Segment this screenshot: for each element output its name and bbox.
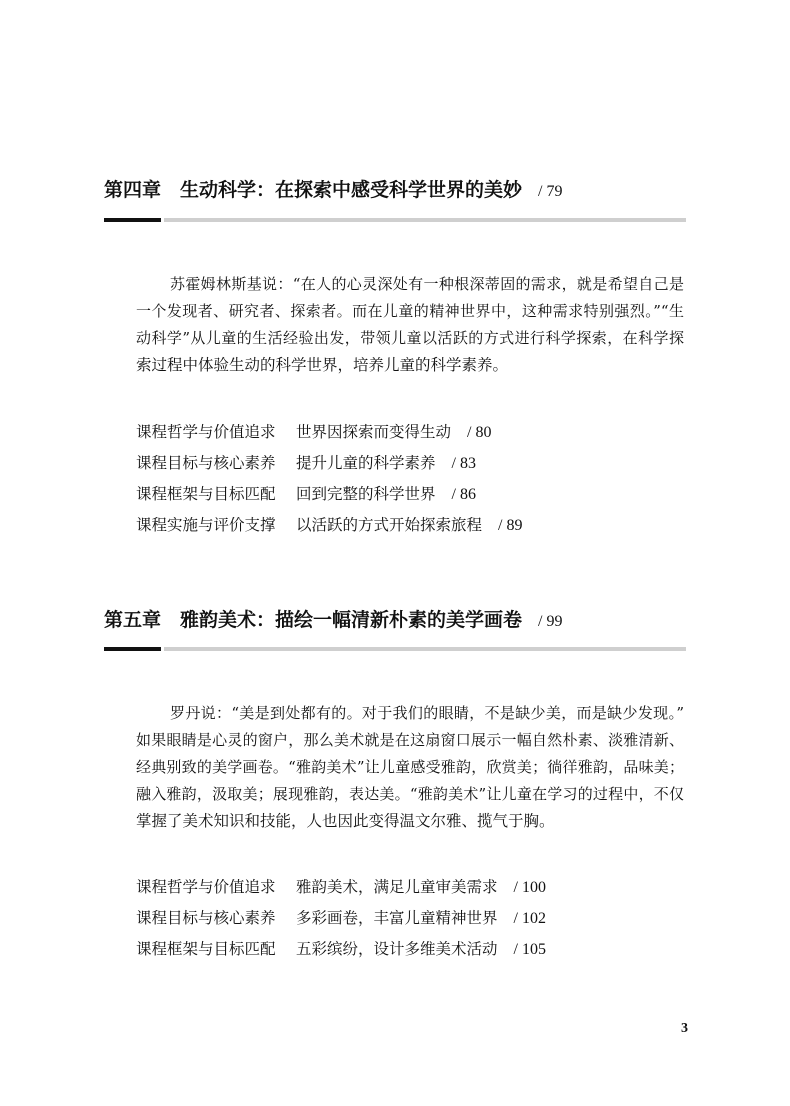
toc-entry[interactable] <box>136 510 596 541</box>
section-title: 雅韵美术，满足儿童审美需求 <box>296 878 498 896</box>
heading-rule <box>164 218 686 222</box>
section-list <box>136 417 596 541</box>
chapter-intro <box>136 271 684 379</box>
intro-line: 经典别致的美学画卷。“雅韵美术”让儿童感受雅韵，欣赏美；徜徉雅韵，品味美； <box>136 758 684 776</box>
toc-entry[interactable] <box>136 872 596 903</box>
heading-rule-accent <box>104 218 161 222</box>
section-label: 课程哲学与价值追求 <box>136 878 276 896</box>
section-label: 课程目标与核心素养 <box>136 454 276 472</box>
chapter-title: 生动科学：在探索中感受科学世界的美妙 <box>180 179 523 201</box>
section-title: 回到完整的科学世界 <box>296 485 436 503</box>
heading-rule <box>164 647 686 651</box>
chapter-heading <box>104 177 690 203</box>
section-page: / 105 <box>513 941 546 958</box>
section-label: 课程目标与核心素养 <box>136 909 276 927</box>
intro-line: 一个发现者、研究者、探索者。而在儿童的精神世界中，这种需求特别强烈。”“生 <box>136 302 684 320</box>
chapter-page: / 99 <box>538 613 563 630</box>
section-title: 提升儿童的科学素养 <box>296 454 436 472</box>
toc-entry[interactable] <box>136 448 596 479</box>
chapter-page: / 79 <box>538 183 563 200</box>
section-title: 世界因探索而变得生动 <box>296 423 452 441</box>
intro-line: 索过程中体验生动的科学世界，培养儿童的科学素养。 <box>136 356 509 374</box>
toc-entry[interactable] <box>136 903 596 934</box>
intro-line: 动科学”从儿童的生活经验出发，带领儿童以活跃的方式进行科学探索，在科学探 <box>136 329 684 347</box>
intro-line: 融入雅韵，汲取美；展现雅韵，表达美。“雅韵美术”让儿童在学习的过程中，不仅 <box>136 785 684 803</box>
section-page: / 80 <box>467 424 492 441</box>
section-list <box>136 872 596 965</box>
intro-line: 罗丹说：“美是到处都有的。对于我们的眼睛，不是缺少美，而是缺少发现。” <box>170 704 684 722</box>
section-label: 课程框架与目标匹配 <box>136 940 276 958</box>
toc-entry[interactable] <box>136 417 596 448</box>
section-page: / 89 <box>498 517 523 534</box>
toc-entry[interactable] <box>136 934 596 965</box>
intro-line: 如果眼睛是心灵的窗户，那么美术就是在这扇窗口展示一幅自然朴素、淡雅清新、 <box>136 731 684 749</box>
page-number: 3 <box>681 1021 688 1036</box>
chapter-number: 第四章 <box>104 179 162 201</box>
section-title: 以活跃的方式开始探索旅程 <box>296 516 483 534</box>
heading-rule-accent <box>104 647 161 651</box>
section-title: 多彩画卷，丰富儿童精神世界 <box>296 909 498 927</box>
chapter-heading <box>104 607 690 633</box>
chapter-title: 雅韵美术：描绘一幅清新朴素的美学画卷 <box>180 609 523 631</box>
section-title: 五彩缤纷，设计多维美术活动 <box>296 940 498 958</box>
intro-line: 掌握了美术知识和技能，人也因此变得温文尔雅、揽气于胸。 <box>136 812 555 830</box>
chapter-number: 第五章 <box>104 609 162 631</box>
toc-entry[interactable] <box>136 479 596 510</box>
section-label: 课程实施与评价支撑 <box>136 516 276 534</box>
section-page: / 102 <box>513 910 546 927</box>
section-label: 课程哲学与价值追求 <box>136 423 276 441</box>
section-page: / 83 <box>451 455 476 472</box>
section-page: / 100 <box>513 879 546 896</box>
section-label: 课程框架与目标匹配 <box>136 485 276 503</box>
section-page: / 86 <box>451 486 476 503</box>
chapter-intro <box>136 700 684 835</box>
intro-line: 苏霍姆林斯基说：“在人的心灵深处有一种根深蒂固的需求，就是希望自己是 <box>170 275 684 293</box>
